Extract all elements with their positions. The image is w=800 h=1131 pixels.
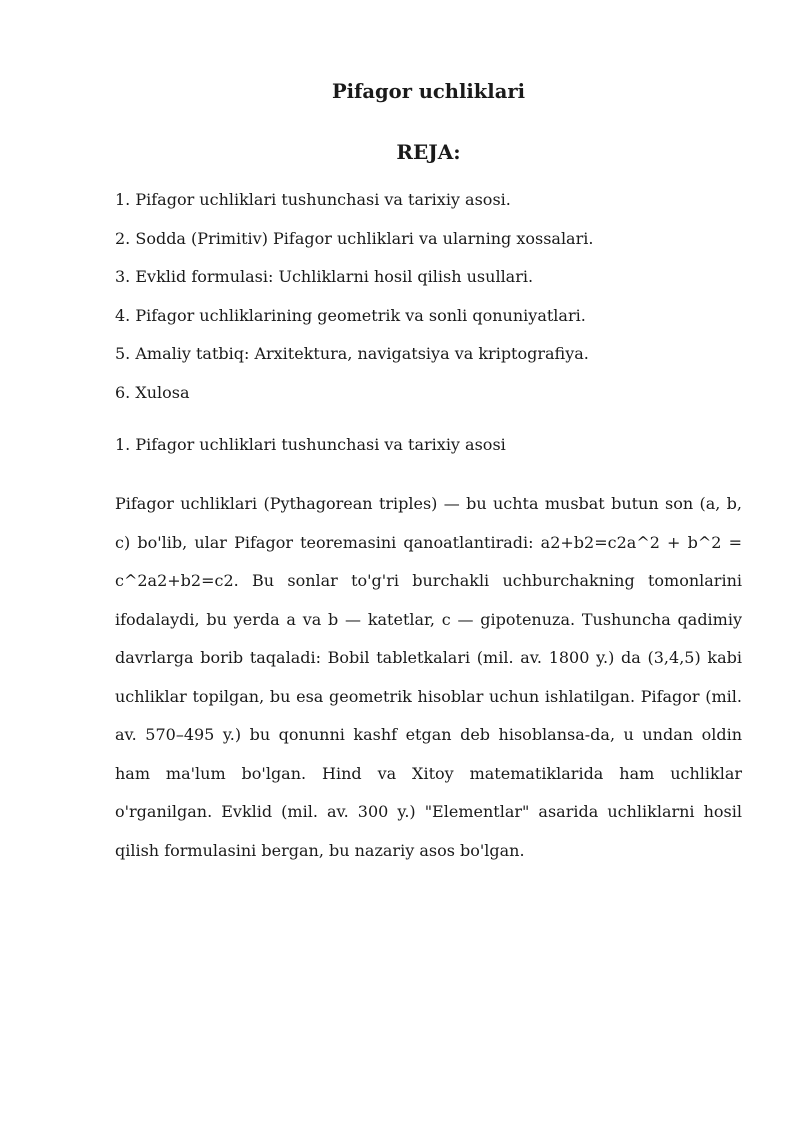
plan-item: 6. Xulosa bbox=[115, 382, 190, 402]
plan-list bbox=[115, 181, 742, 412]
plan-item: 5. Amaliy tatbiq: Arxitektura, navigatsiya va kriptografiya. bbox=[115, 344, 589, 363]
plan-item: 4. Pifagor uchliklarining geometrik va sonli qonuniyatlari. bbox=[115, 305, 586, 325]
section-heading: 1. Pifagor uchliklari tushunchasi va tarixiy asosi bbox=[115, 435, 506, 454]
plan-heading: REJA: bbox=[396, 140, 461, 164]
plan-item: 2. Sodda (Primitiv) Pifagor uchliklari va ularning xossalari. bbox=[115, 228, 594, 248]
section-body-paragraph: Pifagor uchliklari (Pythagorean triples) — bu uchta musbat butun son (a, b, c) bo'lib, ular Pifagor teoremasini qanoatlantiradi: a2+b2=c2a^2 + b^2 = c^2a2+b2=c2. Bu sonlar to'g'ri burchakli uchburchakning tomonlarini ifodalaydi, bu yerda a va b — katetlar, c — gipotenuza. Tushuncha qadimiy davrlarga borib taqaladi: Bobil tabletkalari (mil. av. 1800 y.) da (3,4,5) kabi uchliklar topilgan, bu esa geometrik hisoblar uchun ishlatilgan. Pifagor (mil. av. 570–495 y.) bu qonunni kashf etgan deb hisoblansa-da, u undan oldin ham ma'lum bo'lgan. Hind va Xitoy matematiklarida ham uchliklar o'rganilgan. Evklid (mil. av. 300 y.) "Elementlar" asarida uchliklarni hosil qilish formulasini bergan, bu nazariy asos bo'lgan. bbox=[115, 494, 742, 860]
document-title: Pifagor uchliklari bbox=[331, 80, 526, 103]
plan-item: 3. Evklid formulasi: Uchliklarni hosil qilish usullari. bbox=[115, 267, 534, 286]
plan-item: 1. Pifagor uchliklari tushunchasi va tarixiy asosi. bbox=[115, 190, 511, 209]
